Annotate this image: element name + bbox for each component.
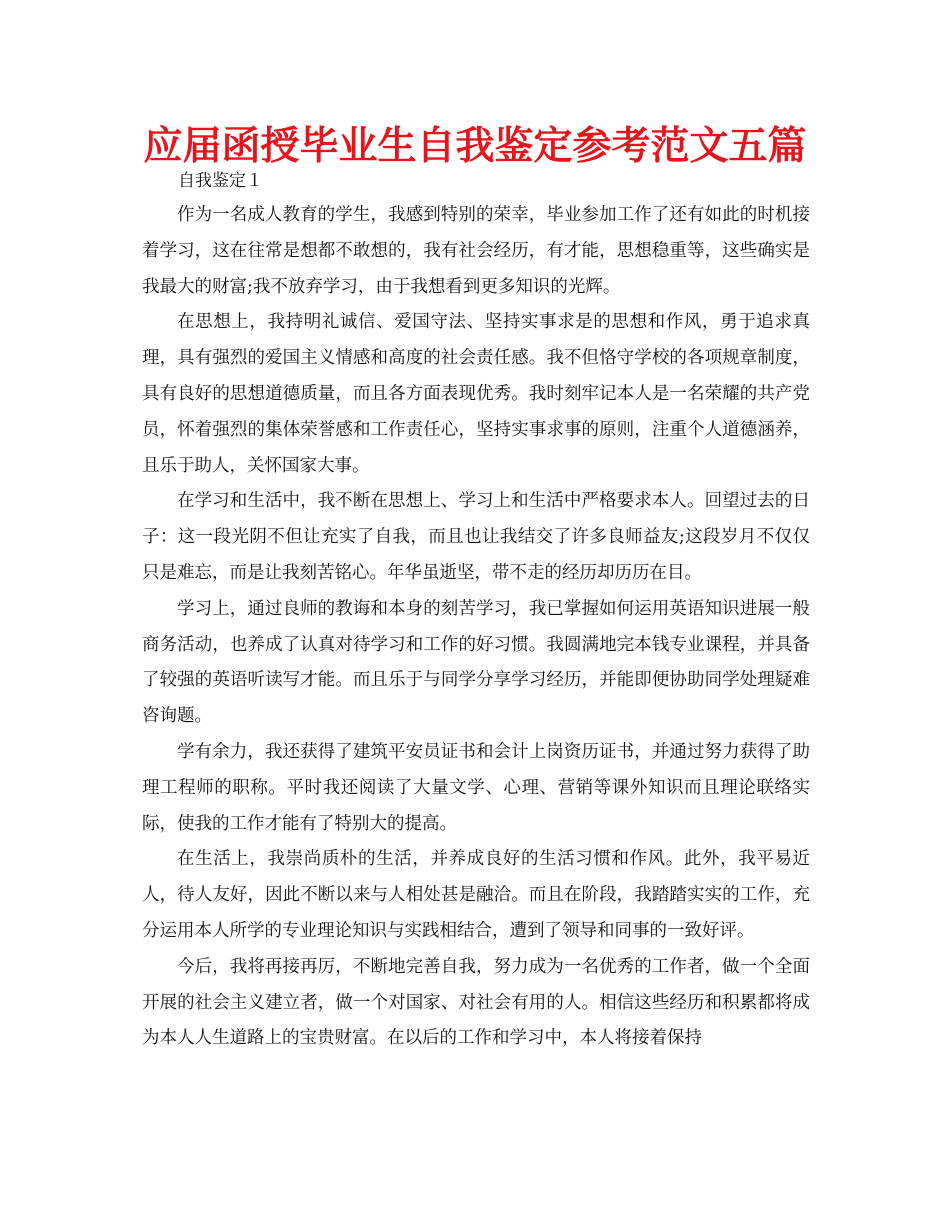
- section-heading: 自我鉴定１: [178, 171, 263, 191]
- paragraph: 在思想上，我持明礼诚信、爱国守法、坚持实事求是的思想和作风，勇于追求真理，具有强烈的爱国主义情感和高度的社会责任感。我不但恪守学校的各项规章制度，具有良好的思想道德质量，而且各方面表现优秀。我时刻牢记本人是一名荣耀的共产党员，怀着强烈的集体荣誉感和工作责任心，坚持实事求事的原则，注重个人道德涵养，且乐于助人，关怀国家大事。: [142, 312, 810, 476]
- paragraph: 学习上，通过良师的教诲和本身的刻苦学习，我已掌握如何运用英语知识进展一般商务活动，也养成了认真对待学习和工作的好习惯。我圆满地完本钱专业课程，并具备了较强的英语听读写才能。而且乐于与同学分享学习经历，并能即便协助同学处理疑难咨询题。: [142, 598, 810, 727]
- paragraph: 作为一名成人教育的学生，我感到特别的荣幸，毕业参加工作了还有如此的时机接着学习，这在往常是想都不敢想的，我有社会经历，有才能，思想稳重等，这些确实是我最大的财富;我不放弃学习，由于我想看到更多知识的光辉。: [142, 205, 810, 297]
- paragraph: 学有余力，我还获得了建筑平安员证书和会计上岗资历证书，并通过努力获得了助理工程师的职称。平时我还阅读了大量文学、心理、营销等课外知识而且理论联络实际，使我的工作才能有了特别大的提高。: [142, 741, 810, 834]
- paragraph: 今后，我将再接再厉，不断地完善自我，努力成为一名优秀的工作者，做一个全面开展的社会主义建立者，做一个对国家、对社会有用的人。相信这些经历和积累都将成为本人人生道路上的宝贵财富。在以后的工作和学习中，本人将接着保持: [142, 956, 810, 1049]
- document-title: 应届函授毕业生自我鉴定参考范文五篇: [143, 124, 807, 169]
- paragraph: 在学习和生活中，我不断在思想上、学习上和生活中严格要求本人。回望过去的日子：这一段光阴不但让充实了自我，而且也让我结交了许多良师益友;这段岁月不仅仅只是难忘，而是让我刻苦铭心。年华虽逝坚，带不走的经历却历历在目。: [142, 491, 810, 583]
- paragraph: 在生活上，我崇尚质朴的生活，并养成良好的生活习惯和作风。此外，我平易近人，待人友好，因此不断以来与人相处甚是融洽。而且在阶段，我踏踏实实的工作，充分运用本人所学的专业理论知识与实践相结合，遭到了领导和同事的一致好评。: [142, 849, 810, 941]
- document-body: [142, 198, 810, 1057]
